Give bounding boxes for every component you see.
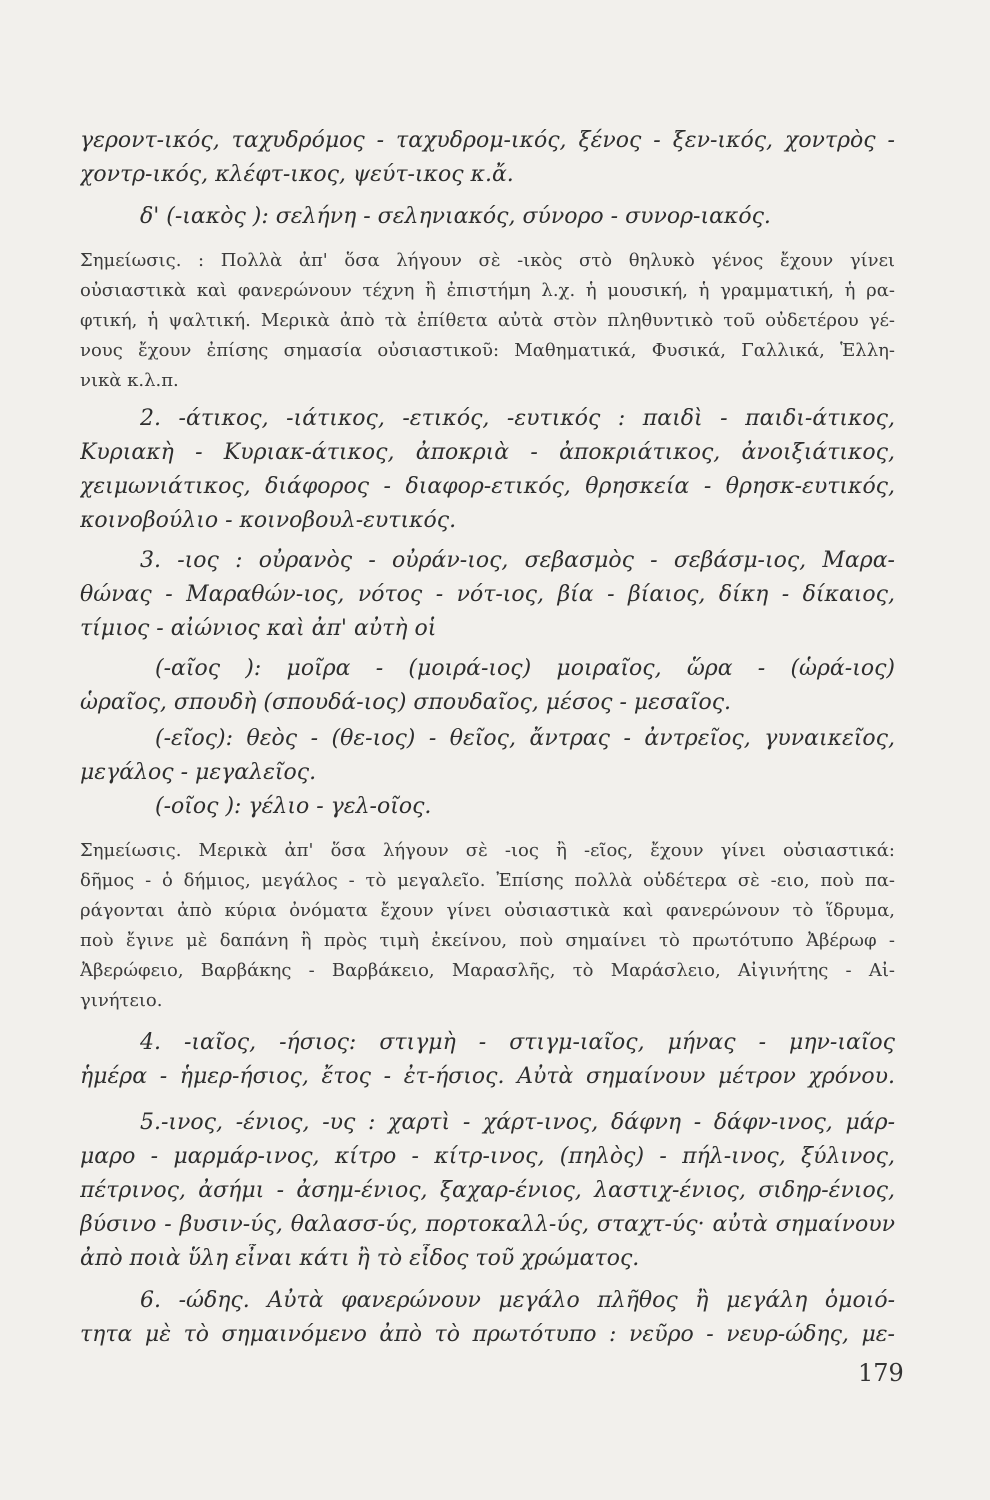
note-line: δῆμος - ὁ δήμιος, μεγάλος - τὸ μεγαλεῖο. Ἐπίσης πολλὰ οὐδέτερα σὲ -ειο, ποὺ πα- [80,870,895,891]
text-line: τίμιος - αἰώνιος καὶ ἀπ' αὐτὴ οἱ [80,616,437,641]
note-line: φτική, ἡ ψαλτική. Μερικὰ ἀπὸ τὰ ἐπίθετα αὐτὰ στὸν πληθυντικὸ τοῦ οὐδετέρου γέ- [80,310,895,331]
note-line: ράγονται ἀπὸ κύρια ὀνόματα ἔχουν γίνει οὐσιαστικὰ καὶ φανερώνουν τὸ ἵδρυμα, [80,900,895,921]
page-number: 179 [858,1359,904,1387]
text-line: χειμωνιάτικος, διάφορος - διαφορ-ετικός, θρησκεία - θρησκ-ευτικός, [80,474,895,499]
note-line: οὐσιαστικὰ καὶ φανερώνουν τέχνη ἢ ἐπιστήμη λ.χ. ἡ μουσική, ἡ γραμματική, ἡ ρα- [80,280,895,301]
text-line: 3. -ιος : οὐρανὸς - οὐράν-ιος, σεβασμὸς - σεβάσμ-ιος, Μαρα- [140,548,895,573]
text-line: ἀπὸ ποιὰ ὕλη εἶναι κάτι ἢ τὸ εἶδος τοῦ χρώματος. [80,1246,640,1271]
text-line: μεγάλος - μεγαλεῖος. [80,760,317,785]
text-line: Κυριακὴ - Κυριακ-άτικος, ἀποκριὰ - ἀποκριάτικος, ἀνοιξιάτικος, [80,440,895,465]
note-line: Σημείωσις. : Πολλὰ ἀπ' ὅσα λήγουν σὲ -ικὸς στὸ θηλυκὸ γένος ἔχουν γίνει [80,250,895,271]
text-line: γεροντ-ικός, ταχυδρόμος - ταχυδρομ-ικός, ξένος - ξεν-ικός, χοντρὸς - [80,128,895,153]
text-line: (-εῖος): θεὸς - (θε-ιος) - θεῖος, ἄντρας - ἀντρεῖος, γυναικεῖος, [155,726,895,751]
note-line: Σημείωσις. Μερικὰ ἀπ' ὅσα λήγουν σὲ -ιος ἢ -εῖος, ἔχουν γίνει οὐσιαστικά: [80,840,895,861]
text-line: χοντρ-ικός, κλέφτ-ικος, ψεύτ-ικος κ.ἄ. [80,162,514,187]
text-line: (-αῖος ): μοῖρα - (μοιρά-ιος) μοιραῖος, ὥρα - (ὡρά-ιος) [155,656,895,681]
text-line: ἡμέρα - ἡμερ-ήσιος, ἔτος - ἐτ-ήσιος. Αὐτὰ σημαίνουν μέτρον χρόνου. [80,1064,895,1089]
text-line: θώνας - Μαραθών-ιος, νότος - νότ-ιος, βία - βίαιος, δίκη - δίκαιος, [80,582,895,607]
note-line: γινήτειο. [80,990,163,1011]
text-line: 5.-ινος, -ένιος, -υς : χαρτὶ - χάρτ-ινος, δάφνη - δάφν-ινος, μάρ- [140,1110,895,1135]
text-line: τητα μὲ τὸ σημαινόμενο ἀπὸ τὸ πρωτότυπο : νεῦρο - νευρ-ώδης, με- [80,1322,895,1347]
note-line: ποὺ ἔγινε μὲ δαπάνη ἢ πρὸς τιμὴ ἐκείνου, ποὺ σημαίνει τὸ πρωτότυπο Ἀβέρωφ - [80,930,895,951]
text-line: 2. -άτικος, -ιάτικος, -ετικός, -ευτικός : παιδὶ - παιδι-άτικος, [140,406,895,431]
text-line: 4. -ιαῖος, -ήσιος: στιγμὴ - στιγμ-ιαῖος, μήνας - μην-ιαῖος [140,1030,895,1055]
text-line: δ' (-ιακὸς ): σελήνη - σεληνιακός, σύνορο - συνορ-ιακός. [140,204,771,229]
text-line: βύσινο - βυσιν-ύς, θαλασσ-ύς, πορτοκαλλ-ύς, σταχτ-ύς· αὐτὰ σημαίνουν [80,1212,895,1237]
text-line: ὡραῖος, σπουδὴ (σπουδά-ιος) σπουδαῖος, μέσος - μεσαῖος. [80,690,732,715]
note-line: Ἀβερώφειο, Βαρβάκης - Βαρβάκειο, Μαρασλῆς, τὸ Μαράσλειο, Αἰγινήτης - Αἰ- [80,960,895,981]
note-line: νους ἔχουν ἐπίσης σημασία οὐσιαστικοῦ: Μαθηματικά, Φυσικά, Γαλλικά, Ἑλλη- [80,340,895,361]
text-line: πέτρινος, ἀσήμι - ἀσημ-ένιος, ξαχαρ-ένιος, λαστιχ-ένιος, σιδηρ-ένιος, [80,1178,895,1203]
text-line: κοινοβούλιο - κοινοβουλ-ευτικός. [80,508,457,533]
text-line: 6. -ώδης. Αὐτὰ φανερώνουν μεγάλο πλῆθος ἢ μεγάλη ὁμοιό- [140,1288,895,1313]
text-line: (-οῖος ): γέλιο - γελ-οῖος. [155,794,432,819]
text-line: μαρο - μαρμάρ-ινος, κίτρο - κίτρ-ινος, (πηλὸς) - πήλ-ινος, ξύλινος, [80,1144,895,1169]
note-line: νικὰ κ.λ.π. [80,370,179,391]
